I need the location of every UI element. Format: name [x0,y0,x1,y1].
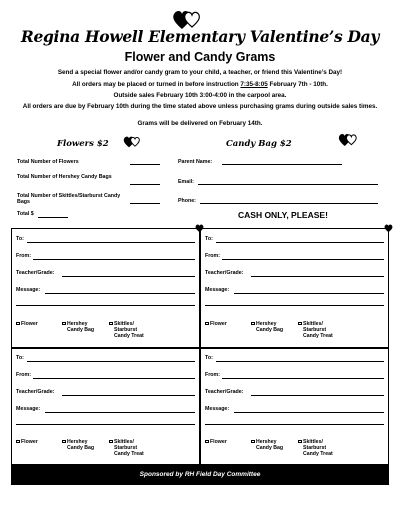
from-label: From: [205,372,221,378]
skittles-option[interactable]: Skittles/ Starburst Candy Treat [298,439,333,458]
checkbox-icon [298,440,302,444]
teacher-grade-field[interactable] [62,395,195,396]
from-label: From: [205,253,221,259]
flowers-price-heading: Flowers $2 [57,139,109,149]
teacher-grade-field[interactable] [62,276,195,277]
message-field[interactable] [45,412,195,413]
phone-label: Phone: [178,198,196,204]
total-dollars-label: Total $ [17,211,34,217]
flower-option[interactable]: Flower [16,321,38,327]
flower-option[interactable]: Flower [16,439,38,445]
from-label: From: [16,253,32,259]
outside-sales-line: Outside sales February 10th 3:00-4:00 in the carpool area. [113,92,287,99]
to-field[interactable] [27,242,195,243]
message-line[interactable] [205,305,384,306]
from-label: From: [16,372,32,378]
message-field[interactable] [234,412,384,413]
message-label: Message: [16,287,41,293]
parent-name-field[interactable] [222,164,342,165]
checkbox-icon [109,322,113,326]
page-subtitle: Flower and Candy Grams [124,50,276,64]
message-label: Message: [205,406,230,412]
hershey-option[interactable]: Hershey Candy Bag [62,321,94,333]
phone-field[interactable] [200,203,378,204]
to-field[interactable] [216,242,384,243]
teacher-grade-label: Teacher/Grade: [205,270,244,276]
to-field[interactable] [27,361,195,362]
flower-option[interactable]: Flower [205,439,227,445]
page-title: Regina Howell Elementary Valentine’s Day [20,27,380,46]
from-field[interactable] [33,378,195,379]
checkbox-icon [62,322,66,326]
total-flowers-label: Total Number of Flowers [17,159,79,165]
email-label: Email: [178,179,194,185]
hearts-icon [123,135,141,149]
to-label: To: [16,355,24,361]
flower-option[interactable]: Flower [205,321,227,327]
to-field[interactable] [216,361,384,362]
to-label: To: [205,355,213,361]
intro-line: Send a special flower and/or candy gram to your child, a teacher, or friend this Valentine’s Day! [57,69,343,76]
teacher-grade-field[interactable] [251,276,384,277]
checkbox-icon [16,440,20,444]
message-label: Message: [205,287,230,293]
checkbox-icon [205,440,209,444]
to-label: To: [16,236,24,242]
from-field[interactable] [222,378,384,379]
sponsor-footer: Sponsored by RH Field Day Committee [11,465,389,485]
message-field[interactable] [234,293,384,294]
email-field[interactable] [198,184,378,185]
total-skittles-label: Total Number of Skittles/Starburst Candy Bags [17,193,121,205]
message-field[interactable] [45,293,195,294]
from-field[interactable] [33,259,195,260]
total-flowers-field[interactable] [130,164,160,165]
order-times-line: All orders may be placed or turned in before instruction 7:35-8:05 February 7th - 10th. [72,81,328,88]
message-line[interactable] [205,424,384,425]
hershey-option[interactable]: Hershey Candy Bag [251,321,283,333]
hershey-option[interactable]: Hershey Candy Bag [251,439,283,451]
heart-icon [384,224,393,233]
total-hershey-label: Total Number of Hershey Candy Bags [17,174,112,180]
gram-card [200,228,389,348]
checkbox-icon [109,440,113,444]
teacher-grade-label: Teacher/Grade: [16,270,55,276]
teacher-grade-label: Teacher/Grade: [205,389,244,395]
to-label: To: [205,236,213,242]
teacher-grade-field[interactable] [251,395,384,396]
hearts-icon [338,132,358,148]
delivery-line: Grams will be delivered on February 14th. [137,120,263,127]
total-skittles-field[interactable] [130,203,160,204]
checkbox-icon [16,322,20,326]
checkbox-icon [251,322,255,326]
from-field[interactable] [222,259,384,260]
skittles-option[interactable]: Skittles/ Starburst Candy Treat [298,321,333,340]
due-date-line: All orders are due by February 10th during the time stated above unless purchasing grams during outside sales times. [22,103,378,110]
checkbox-icon [205,322,209,326]
parent-name-label: Parent Name: [178,159,213,165]
candy-price-heading: Candy Bag $2 [226,139,292,149]
message-label: Message: [16,406,41,412]
checkbox-icon [62,440,66,444]
total-hershey-field[interactable] [130,184,160,185]
hershey-option[interactable]: Hershey Candy Bag [62,439,94,451]
gram-card [11,228,200,348]
message-line[interactable] [16,424,195,425]
teacher-grade-label: Teacher/Grade: [16,389,55,395]
checkbox-icon [298,322,302,326]
skittles-option[interactable]: Skittles/ Starburst Candy Treat [109,439,144,458]
total-dollars-field[interactable] [38,217,68,218]
gram-card [11,348,200,465]
gram-card [200,348,389,465]
cash-only-notice: CASH ONLY, PLEASE! [238,210,328,220]
message-line[interactable] [16,305,195,306]
checkbox-icon [251,440,255,444]
skittles-option[interactable]: Skittles/ Starburst Candy Treat [109,321,144,340]
